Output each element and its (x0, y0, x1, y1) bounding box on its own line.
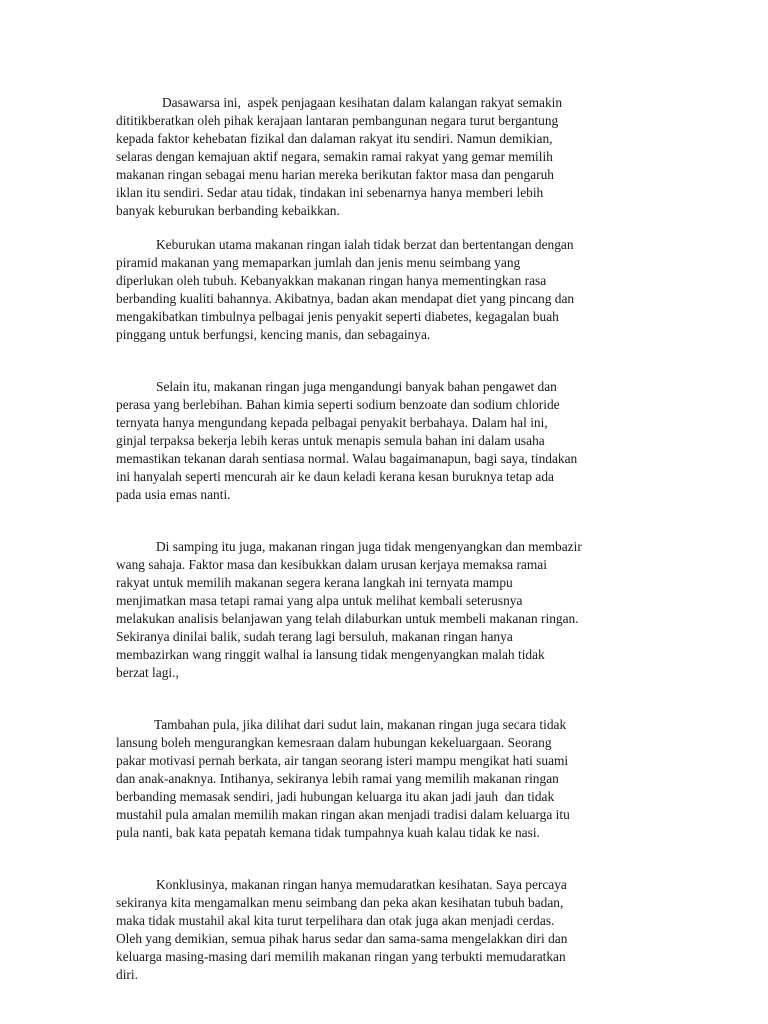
text-line: dititikberatkan oleh pihak kerajaan lantaran pembangunan negara turut bergantung (116, 113, 559, 128)
text-line: diperlukan oleh tubuh. Kebanyakkan makanan ringan hanya mementingkan rasa (116, 273, 547, 288)
paragraph-introduction (116, 94, 656, 220)
text-line: maka tidak mustahil akal kita turut terpelihara dan otak juga akan menjadi cerdas. (116, 913, 555, 928)
paragraph-point-3 (116, 538, 656, 682)
paragraph-point-4 (116, 716, 656, 842)
text-line: Sekiranya dinilai balik, sudah terang lagi bersuluh, makanan ringan hanya (116, 629, 513, 644)
text-line: iklan itu sendiri. Sedar atau tidak, tindakan ini sebenarnya hanya memberi lebih (116, 185, 544, 200)
text-line: berbanding memasak sendiri, jadi hubungan keluarga itu akan jadi jauh dan tidak (116, 789, 555, 804)
text-line: wang sahaja. Faktor masa dan kesibukkan dalam urusan kerjaya memaksa ramai (116, 557, 547, 572)
text-line: Tambahan pula, jika dilihat dari sudut lain, makanan ringan juga secara tidak (154, 717, 567, 732)
text-line: berzat lagi., (116, 665, 179, 680)
text-line: rakyat untuk memilih makanan segera kerana langkah ini ternyata mampu (116, 575, 513, 590)
text-line: perasa yang berlebihan. Bahan kimia seperti sodium benzoate dan sodium chloride (116, 397, 560, 412)
text-line: Konklusinya, makanan ringan hanya memudaratkan kesihatan. Saya percaya (156, 877, 567, 892)
text-line: pinggang untuk berfungsi, kencing manis, dan sebagainya. (116, 327, 431, 342)
text-line: menjimatkan masa tetapi ramai yang alpa untuk melihat kembali seterusnya (116, 593, 523, 608)
text-line: Keburukan utama makanan ringan ialah tidak berzat dan bertentangan dengan (156, 237, 574, 252)
text-line: mengakibatkan timbulnya pelbagai jenis penyakit seperti diabetes, kegagalan buah (116, 309, 559, 324)
text-line: melakukan analisis belanjawan yang telah dilaburkan untuk membeli makanan ringan. (116, 611, 579, 626)
paragraph-conclusion (116, 876, 656, 984)
text-line: sekiranya kita mengamalkan menu seimbang dan peka akan kesihatan tubuh badan, (116, 895, 564, 910)
text-line: Di samping itu juga, makanan ringan juga tidak mengenyangkan dan membazir (156, 539, 582, 554)
text-line: kepada faktor kehebatan fizikal dan dalaman rakyat itu sendiri. Namun demikian, (116, 131, 553, 146)
text-line: Oleh yang demikian, semua pihak harus sedar dan sama-sama mengelakkan diri dan (116, 931, 568, 946)
text-line: banyak keburukan berbanding kebaikkan. (116, 203, 340, 218)
text-line: pada usia emas nanti. (116, 487, 231, 502)
text-line: selaras dengan kemajuan aktif negara, semakin ramai rakyat yang gemar memilih (116, 149, 553, 164)
text-line: pakar motivasi pernah berkata, air tangan seorang isteri mampu mengikat hati suami (116, 753, 569, 768)
text-line: dan anak-anaknya. Intihanya, sekiranya lebih ramai yang memilih makanan ringan (116, 771, 559, 786)
paragraph-point-1 (116, 236, 656, 344)
text-line: ini hanyalah seperti mencurah air ke daun keladi kerana kesan buruknya tetap ada (116, 469, 554, 484)
text-line: pula nanti, bak kata pepatah kemana tidak tumpahnya kuah kalau tidak ke nasi. (116, 825, 540, 840)
paragraph-point-2 (116, 378, 656, 504)
text-line: memastikan tekanan darah sentiasa normal. Walau bagaimanapun, bagi saya, tindakan (116, 451, 578, 466)
text-line: Dasawarsa ini, aspek penjagaan kesihatan dalam kalangan rakyat semakin (162, 95, 563, 110)
text-line: diri. (116, 967, 138, 982)
text-line: membazirkan wang ringgit walhal ia lansung tidak mengenyangkan malah tidak (116, 647, 545, 662)
text-line: lansung boleh mengurangkan kemesraan dalam hubungan kekeluargaan. Seorang (116, 735, 552, 750)
text-line: ginjal terpaksa bekerja lebih keras untuk menapis semula bahan ini dalam usaha (116, 433, 545, 448)
text-line: piramid makanan yang memaparkan jumlah dan jenis menu seimbang yang (116, 255, 521, 270)
text-line: berbanding kualiti bahannya. Akibatnya, badan akan mendapat diet yang pincang dan (116, 291, 575, 306)
text-line: keluarga masing-masing dari memilih makanan ringan yang terbukti memudaratkan (116, 949, 566, 964)
text-line: Selain itu, makanan ringan juga mengandungi banyak bahan pengawet dan (156, 379, 557, 394)
text-line: ternyata hanya mengundang kepada pelbagai penyakit berbahaya. Dalam hal ini, (116, 415, 548, 430)
text-line: mustahil pula amalan memilih makan ringan akan menjadi tradisi dalam keluarga itu (116, 807, 570, 822)
text-line: makanan ringan sebagai menu harian mereka berikutan faktor masa dan pengaruh (116, 167, 554, 182)
